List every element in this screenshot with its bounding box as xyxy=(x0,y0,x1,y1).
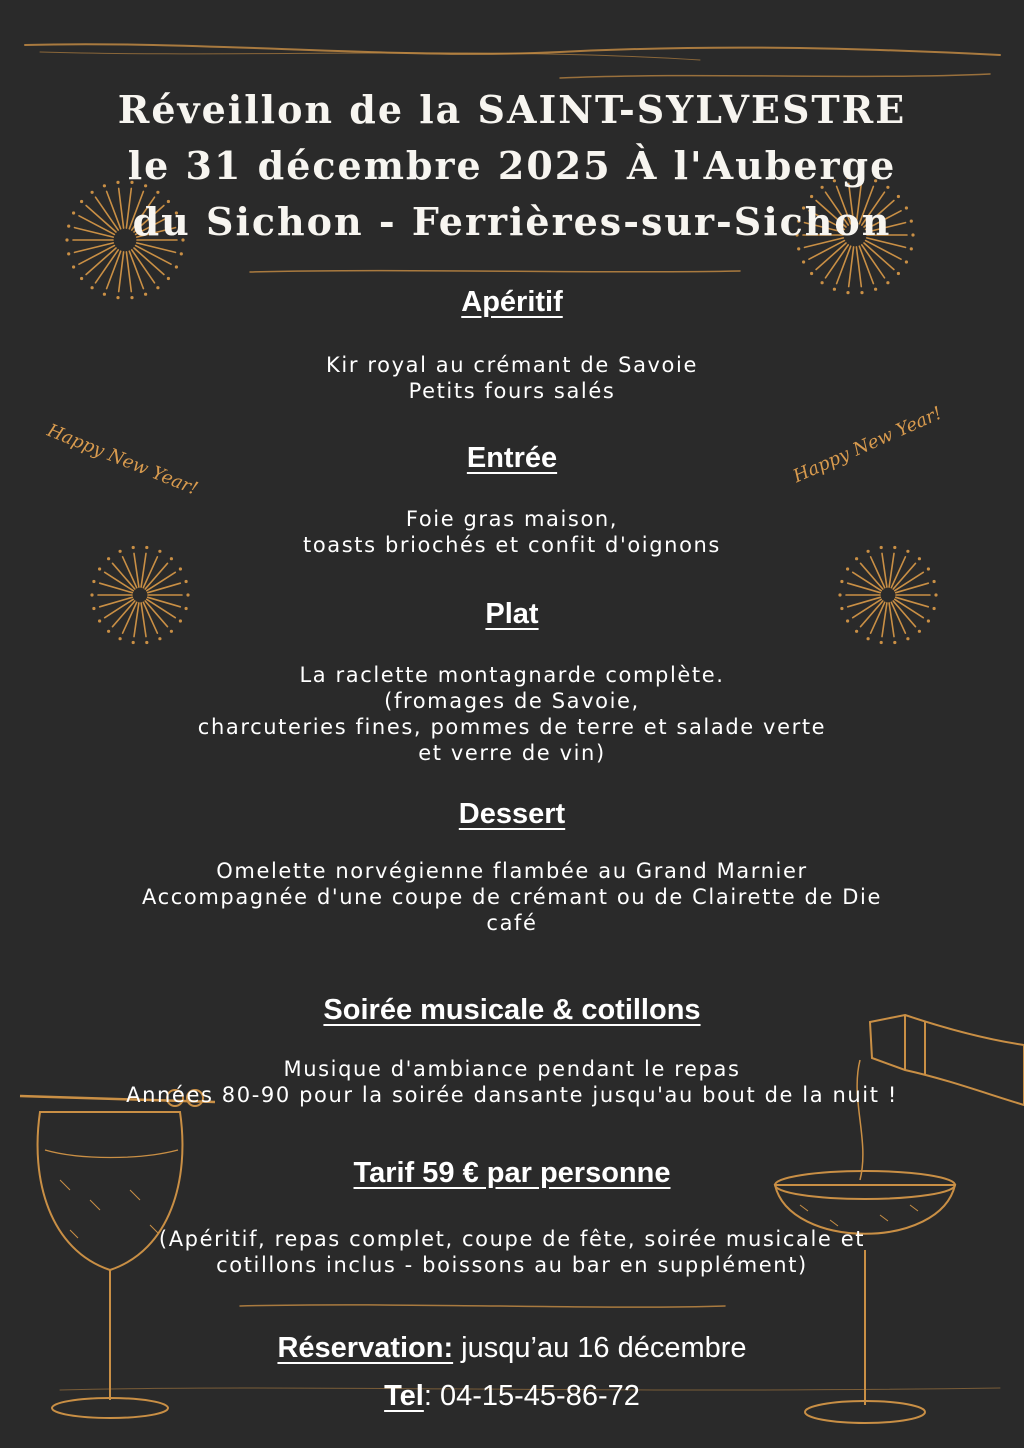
heading-soiree: Soirée musicale & cotillons xyxy=(323,994,701,1026)
reservation-value: jusqu’au 16 décembre xyxy=(453,1332,747,1364)
greeting-right: Happy New Year! xyxy=(790,402,946,488)
reservation-line xyxy=(0,1332,1024,1365)
plat-items xyxy=(0,662,1024,766)
list-item: Accompagnée d'une coupe de crémant ou de Clairette de Die xyxy=(142,885,882,909)
list-item: Musique d'ambiance pendant le repas xyxy=(283,1057,741,1081)
phone-label: Tel xyxy=(384,1380,424,1412)
list-item: Foie gras maison, xyxy=(405,507,619,531)
page-title xyxy=(0,82,1024,250)
heading-aperitif: Apéritif xyxy=(461,286,563,318)
divider-top xyxy=(250,271,740,272)
list-item: Kir royal au crémant de Savoie xyxy=(326,353,698,377)
heading-plat: Plat xyxy=(485,598,539,630)
reservation-label: Réservation: xyxy=(277,1332,454,1364)
entree-items xyxy=(0,506,1024,558)
list-item: (fromages de Savoie, xyxy=(384,689,640,713)
tarif-details xyxy=(0,1226,1024,1278)
greeting-left: Happy New Year! xyxy=(44,420,201,500)
soiree-items xyxy=(0,1056,1024,1108)
list-item: café xyxy=(486,911,538,935)
dessert-items xyxy=(0,858,1024,936)
list-item: Petits fours salés xyxy=(408,379,616,403)
heading-tarif: Tarif 59 € par personne xyxy=(353,1157,671,1189)
list-item: Années 80-90 pour la soirée dansante jusqu'au bout de la nuit ! xyxy=(126,1083,898,1107)
phone-line xyxy=(0,1380,1024,1413)
list-item: cotillons inclus - boissons au bar en supplément) xyxy=(216,1253,808,1277)
list-item: charcuteries fines, pommes de terre et salade verte xyxy=(197,715,827,739)
aperitif-items xyxy=(0,352,1024,404)
title-line-1: Réveillon de la SAINT-SYLVESTRE xyxy=(117,87,907,132)
phone-value: : 04-15-45-86-72 xyxy=(423,1380,640,1412)
list-item: (Apéritif, repas complet, coupe de fête, soirée musicale et xyxy=(158,1227,866,1251)
title-gold-stroke xyxy=(560,74,990,78)
list-item: et verre de vin) xyxy=(418,741,606,765)
list-item: Omelette norvégienne flambée au Grand Marnier xyxy=(216,859,808,883)
list-item: toasts briochés et confit d'oignons xyxy=(303,533,721,557)
list-item: La raclette montagnarde complète. xyxy=(299,663,725,687)
divider-bottom xyxy=(240,1305,725,1307)
title-line-2: le 31 décembre 2025 À l'Auberge xyxy=(127,143,897,188)
heading-dessert: Dessert xyxy=(458,798,566,830)
title-line-3: du Sichon - Ferrières-sur-Sichon xyxy=(132,199,892,244)
heading-entree: Entrée xyxy=(466,442,558,474)
